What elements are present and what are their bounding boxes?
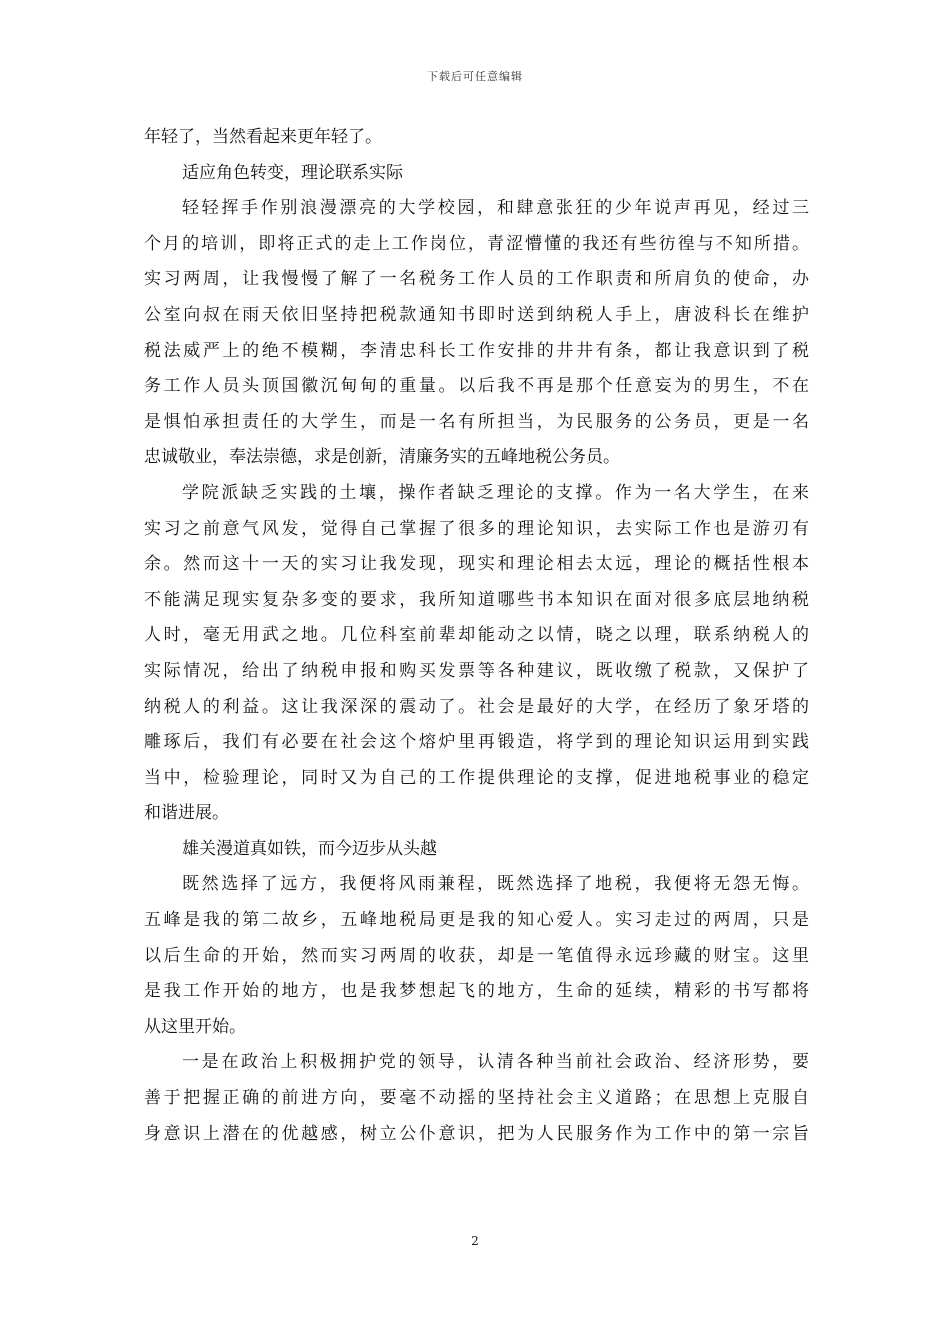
page-number: 2 xyxy=(471,1234,479,1248)
text-line: 忠诚敬业，奉法崇德，求是创新，清廉务实的五峰地税公务员。 xyxy=(144,447,620,468)
text-line: 实际情况，给出了纳税申报和购买发票等各种建议，既收缴了税款，又保护了 xyxy=(144,660,809,681)
text-line: 不能满足现实复杂多变的要求，我所知道哪些书本知识在面对很多底层地纳税 xyxy=(144,589,809,610)
text-line: 身意识上潜在的优越感，树立公仆意识，把为人民服务作为工作中的第一宗旨 xyxy=(144,1123,809,1144)
text-line: 雕琢后，我们有必要在社会这个熔炉里再锻造，将学到的理论知识运用到实践 xyxy=(144,732,809,753)
text-line: 公室向叔在雨天依旧坚持把税款通知书即时送到纳税人手上，唐波科长在维护 xyxy=(144,304,809,325)
text-line: 是我工作开始的地方，也是我梦想起飞的地方，生命的延续，精彩的书写都将 xyxy=(144,981,809,1002)
text-line: 轻轻挥手作别浪漫漂亮的大学校园，和肆意张狂的少年说声再见，经过三 xyxy=(182,198,809,219)
text-line: 学院派缺乏实践的土壤，操作者缺乏理论的支撑。作为一名大学生，在来 xyxy=(182,482,809,503)
section-heading: 雄关漫道真如铁，而今迈步从头越 xyxy=(182,838,437,859)
text-line: 实习之前意气风发，觉得自己掌握了很多的理论知识，去实际工作也是游刃有 xyxy=(144,518,809,539)
text-line: 务工作人员头顶国徽沉甸甸的重量。以后我不再是那个任意妄为的男生，不在 xyxy=(144,376,809,397)
text-line: 是惧怕承担责任的大学生，而是一名有所担当，为民服务的公务员，更是一名 xyxy=(144,411,809,432)
text-line: 实习两周，让我慢慢了解了一名税务工作人员的工作职责和所肩负的使命，办 xyxy=(144,269,809,290)
text-line: 一是在政治上积极拥护党的领导，认清各种当前社会政治、经济形势，要 xyxy=(182,1052,809,1073)
page-header: 下载后可任意编辑 xyxy=(427,70,523,83)
text-line: 当中，检验理论，同时又为自己的工作提供理论的支撑，促进地税事业的稳定 xyxy=(144,767,809,788)
text-line: 从这里开始。 xyxy=(144,1016,246,1037)
document-body xyxy=(144,120,809,1152)
text-line: 纳税人的利益。这让我深深的震动了。社会是最好的大学，在经历了象牙塔的 xyxy=(144,696,809,717)
text-line: 余。然而这十一天的实习让我发现，现实和理论相去太远，理论的概括性根本 xyxy=(144,554,809,575)
text-line: 既然选择了远方，我便将风雨兼程，既然选择了地税，我便将无怨无悔。 xyxy=(182,874,809,895)
section-heading: 适应角色转变，理论联系实际 xyxy=(182,162,403,183)
text-line: 年轻了，当然看起来更年轻了。 xyxy=(144,127,382,147)
text-line: 税法威严上的绝不模糊，李清忠科长工作安排的井井有条，都让我意识到了税 xyxy=(144,340,809,361)
text-line: 和谐进展。 xyxy=(144,803,229,824)
text-line: 个月的培训，即将正式的走上工作岗位，青涩懵懂的我还有些彷徨与不知所措。 xyxy=(144,233,809,254)
text-line: 善于把握正确的前进方向，要毫不动摇的坚持社会主义道路；在思想上克服自 xyxy=(144,1088,809,1109)
text-line: 人时，毫无用武之地。几位科室前辈却能动之以情，晓之以理，联系纳税人的 xyxy=(144,625,809,646)
text-line: 五峰是我的第二故乡，五峰地税局更是我的知心爱人。实习走过的两周，只是 xyxy=(144,910,809,931)
text-line: 以后生命的开始，然而实习两周的收获，却是一笔值得永远珍藏的财宝。这里 xyxy=(144,945,809,966)
